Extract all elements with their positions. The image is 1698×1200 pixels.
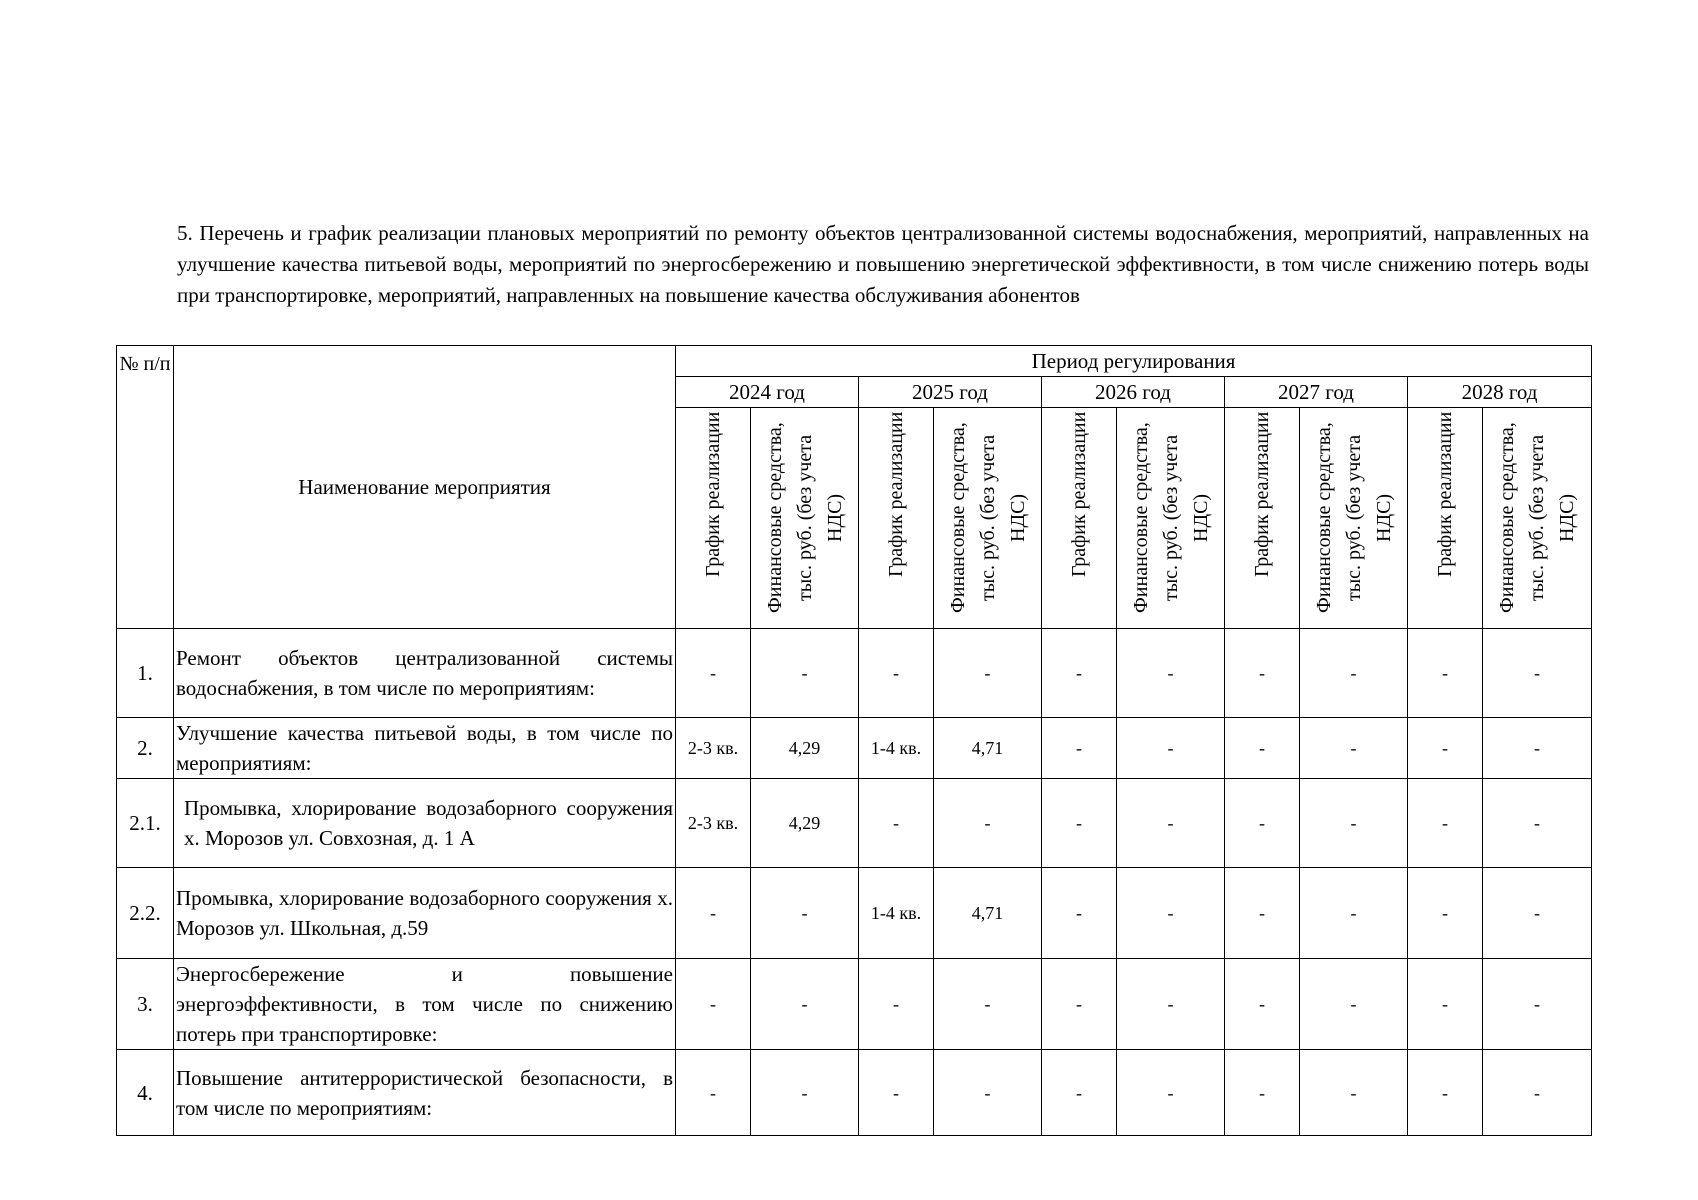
header-finance-label: Финансовые средства, тыс. руб. (без учета НДС) [1312, 422, 1395, 614]
header-schedule-label: График реализации [1251, 412, 1273, 578]
header-period: Период регулирования [676, 346, 1592, 377]
row-number: 2.2. [117, 868, 174, 959]
header-schedule-label: График реализации [885, 412, 907, 578]
schedule-cell: - [1225, 868, 1300, 959]
header-year: 2027 год [1225, 377, 1408, 408]
schedule-cell: - [1225, 779, 1300, 868]
row-name: Энергосбережение и повышение энергоэффективности, в том числе по снижению потерь при транспортировке: [174, 959, 676, 1050]
row-number: 3. [117, 959, 174, 1050]
finance-cell: - [1117, 718, 1225, 779]
header-schedule [676, 408, 751, 629]
schedule-cell: - [1408, 1050, 1483, 1136]
row-name: Промывка, хлорирование водозаборного сооружения х. Морозов ул. Школьная, д.59 [174, 868, 676, 959]
header-finance-label: Финансовые средства, тыс. руб. (без учета НДС) [946, 422, 1029, 614]
header-schedule [1042, 408, 1117, 629]
schedule-cell: 1-4 кв. [859, 868, 934, 959]
schedule-cell: - [1225, 1050, 1300, 1136]
table-row [117, 868, 1592, 959]
header-finance-label: Финансовые средства, тыс. руб. (без учета НДС) [1129, 422, 1212, 614]
header-year: 2026 год [1042, 377, 1225, 408]
row-name: Промывка, хлорирование водозаборного сооружения х. Морозов ул. Совхозная, д. 1 А [174, 779, 676, 868]
header-finance [751, 408, 859, 629]
schedule-cell: - [1042, 718, 1117, 779]
header-name: Наименование мероприятия [174, 346, 676, 629]
header-year: 2028 год [1408, 377, 1592, 408]
schedule-cell: - [1408, 629, 1483, 718]
finance-cell: - [1300, 868, 1408, 959]
row-number: 1. [117, 629, 174, 718]
header-schedule [1225, 408, 1300, 629]
schedule-cell: - [1408, 959, 1483, 1050]
table-row [117, 1050, 1592, 1136]
finance-cell: - [934, 1050, 1042, 1136]
header-finance-label: Финансовые средства, тыс. руб. (без учета НДС) [763, 422, 846, 614]
finance-cell: - [1117, 629, 1225, 718]
plan-table [116, 345, 1592, 1136]
header-schedule-label: График реализации [702, 412, 724, 578]
finance-cell: - [1117, 779, 1225, 868]
finance-cell: - [751, 1050, 859, 1136]
schedule-cell: - [676, 1050, 751, 1136]
schedule-cell: - [1042, 959, 1117, 1050]
finance-cell: - [1300, 779, 1408, 868]
finance-cell: - [1300, 718, 1408, 779]
finance-cell: - [934, 959, 1042, 1050]
finance-cell: - [751, 868, 859, 959]
row-number: 2.1. [117, 779, 174, 868]
schedule-cell: - [1042, 779, 1117, 868]
header-schedule-label: График реализации [1068, 412, 1090, 578]
table-row [117, 779, 1592, 868]
header-finance-label: Финансовые средства, тыс. руб. (без учета НДС) [1496, 422, 1579, 614]
finance-cell: - [1117, 959, 1225, 1050]
schedule-cell: - [859, 779, 934, 868]
finance-cell: - [1300, 629, 1408, 718]
row-number: 2. [117, 718, 174, 779]
schedule-cell: 2-3 кв. [676, 718, 751, 779]
finance-cell: - [1117, 1050, 1225, 1136]
finance-cell: 4,29 [751, 779, 859, 868]
schedule-cell: - [1408, 718, 1483, 779]
row-name: Улучшение качества питьевой воды, в том числе по мероприятиям: [174, 718, 676, 779]
schedule-cell: - [1042, 1050, 1117, 1136]
row-number: 4. [117, 1050, 174, 1136]
schedule-cell: - [676, 629, 751, 718]
schedule-cell: 1-4 кв. [859, 718, 934, 779]
finance-cell: 4,29 [751, 718, 859, 779]
header-number: № п/п [117, 346, 174, 629]
finance-cell: - [1483, 779, 1592, 868]
finance-cell: - [1483, 1050, 1592, 1136]
header-finance [1483, 408, 1592, 629]
finance-cell: 4,71 [934, 868, 1042, 959]
finance-cell: - [1117, 868, 1225, 959]
finance-cell: - [1483, 959, 1592, 1050]
header-finance [934, 408, 1042, 629]
schedule-cell: - [859, 629, 934, 718]
schedule-cell: - [1408, 779, 1483, 868]
finance-cell: - [934, 779, 1042, 868]
schedule-cell: - [676, 959, 751, 1050]
schedule-cell: - [1408, 868, 1483, 959]
finance-cell: - [1483, 629, 1592, 718]
table-row [117, 718, 1592, 779]
finance-cell: - [1483, 718, 1592, 779]
finance-cell: - [1300, 1050, 1408, 1136]
header-year: 2025 год [859, 377, 1042, 408]
header-schedule-label: График реализации [1434, 412, 1456, 578]
table-row [117, 959, 1592, 1050]
table-row [117, 629, 1592, 718]
header-schedule [1408, 408, 1483, 629]
finance-cell: - [934, 629, 1042, 718]
schedule-cell: - [859, 1050, 934, 1136]
section-heading: 5. Перечень и график реализации плановых мероприятий по ремонту объектов централизованной системы водоснабжения, мероприятий, направленных на улучшение качества питьевой воды, мероприятий по энергосбережению и повышению энергетической эффективности, в том числе снижению потерь воды при транспортировке, мероприятий, направленных на повышение качества обслуживания абонентов [177, 221, 1589, 307]
finance-cell: - [1300, 959, 1408, 1050]
schedule-cell: - [1042, 629, 1117, 718]
header-schedule [859, 408, 934, 629]
header-finance [1300, 408, 1408, 629]
schedule-cell: - [1225, 959, 1300, 1050]
row-name: Повышение антитеррористической безопасности, в том числе по мероприятиям: [174, 1050, 676, 1136]
schedule-cell: - [859, 959, 934, 1050]
schedule-cell: - [1225, 718, 1300, 779]
header-year: 2024 год [676, 377, 859, 408]
finance-cell: - [1483, 868, 1592, 959]
schedule-cell: - [1042, 868, 1117, 959]
schedule-cell: - [676, 868, 751, 959]
finance-cell: - [751, 959, 859, 1050]
schedule-cell: - [1225, 629, 1300, 718]
header-finance [1117, 408, 1225, 629]
finance-cell: 4,71 [934, 718, 1042, 779]
row-name: Ремонт объектов централизованной системы водоснабжения, в том числе по мероприятиям: [174, 629, 676, 718]
schedule-cell: 2-3 кв. [676, 779, 751, 868]
finance-cell: - [751, 629, 859, 718]
